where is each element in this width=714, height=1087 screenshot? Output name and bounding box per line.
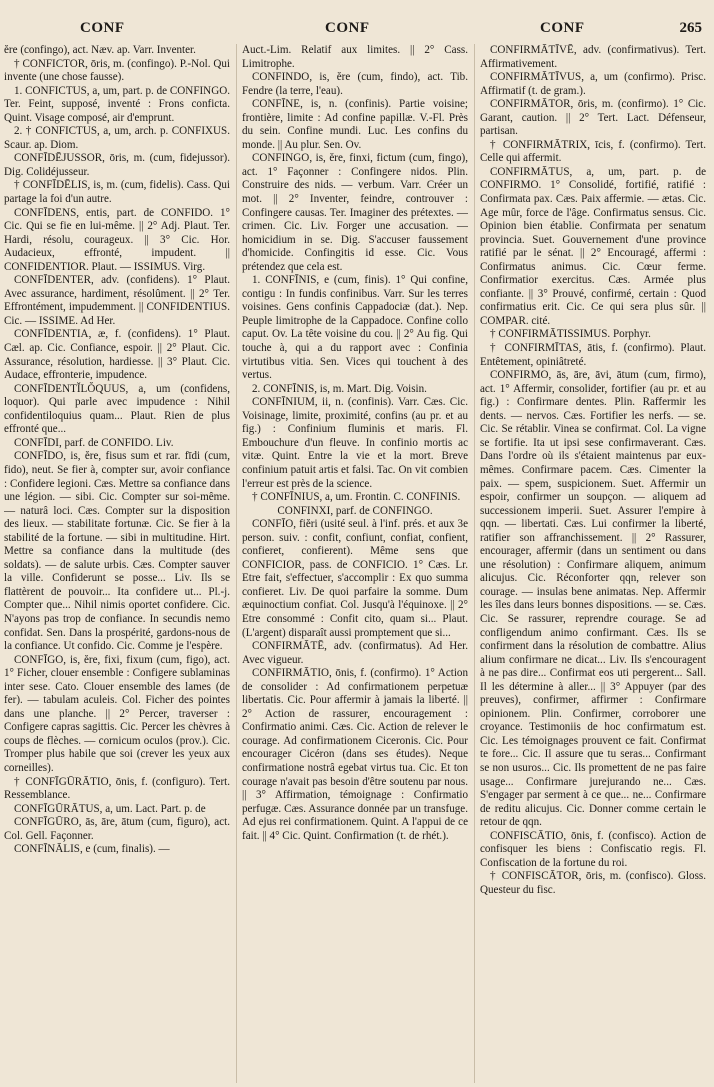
running-head-left: CONF	[80, 20, 125, 36]
dictionary-entry: † CONFĪNIUS, a, um. Frontin. C. CONFINIS.	[252, 491, 461, 504]
dictionary-entry: CONFIRMĀTOR, ōris, m. (confirmo). 1° Cic. Garant, caution. || 2° Tert. Lact. Défenseur, partisan.	[480, 98, 706, 138]
running-head-center: CONF	[325, 20, 370, 36]
dictionary-entry: CONFIRMO, ās, āre, āvi, ātum (cum, firmo), act. 1° Affermir, consolider, fortifier (au pr. et au fig.) : Confirmare dentes. Plin. Raffermir les dents. — nervos. Cæs. Fortifier les nerfs. — se. Cic. Se rétablir. Vinea se confirmat. Col. La vigne se fortifie. Ita ut ipsi sese confirmaverant. Cæs. Dans l'ordre où ils s'étaient maintenus par eux-mêmes. Confirmare pacem. Cæs. Cimenter la paix. — spem, suspicionem. Suet. Affermir un espoir, confirmer un soupçon. — aliquem ad successionem imperii. Suet. Assurer l'empire à qqn. — libertati. Cæs. Lui confirmer la liberté, ratifier son affranchissement. || 2° Rassurer, encourager, affermir (dans un sentiment ou dans une résolution) : Confirmare aliquem, animum alicujus. Cic. Réconforter qqn, relever son courage. — insulas bene animatas. Nep. Affermir les îles dans leurs bonnes dispositions. — se. Cæs. Cic. Se rassurer, reprendre courage. Se ad confligendum animo confirmant. Cæs. Ils se confirment dans la résolution de combattre. Alius alium confirmare ne dicat... Liv. Ils s'encouragent à ne pas dire... Confirmat eos uti pergerent... Sall. Il les détermine à aller... || 3° Appuyer (par des preuves), confirmer, affirmer : Confirmare opinionem. Plin. Confirmer, corroborer une croyance. Testimoniis de hoc confirmatum est. Cic. Les témoignages prouvent ce fait. Confirmat te fore... Cic. Il assure que tu seras... Confirmant se non usuros... Cic. Ils promettent de ne pas faire usage... Confirmare jurejurando ne... Cæs. S'engager par serment à ce que... ne... Confirmare de reditu alicujus. Cic. Donner comme certain le retour de qqn.	[480, 369, 706, 829]
dictionary-entry: † CONFIRMĪTAS, ātis, f. (confirmo). Plaut. Entêtement, opiniâtreté.	[480, 342, 706, 368]
dictionary-entry: CONFĪDĒJUSSOR, ōris, m. (cum, fidejussor). Dig. Colidéjusseur.	[4, 152, 230, 178]
dictionary-entry: 2. CONFĪNIS, is, m. Mart. Dig. Voisin.	[252, 382, 427, 395]
dictionary-entry: CONFĪGŪRO, ās, āre, ātum (cum, figuro), act. Col. Gell. Façonner.	[4, 816, 230, 842]
dictionary-entry: CONFINDO, is, ĕre (cum, findo), act. Tib. Fendre (la terre, l'eau).	[242, 71, 468, 97]
page-header	[4, 0, 706, 44]
dictionary-entry: 1. CONFICTUS, a, um, part. p. de CONFINGO. Ter. Feint, supposé, inventé : Frons conficta. Quint. Visage composé, air d'emprunt.	[4, 84, 230, 124]
dictionary-entry: CONFINXI, parf. de CONFINGO.	[277, 504, 433, 517]
dictionary-entry: † CONFIRMĀTRIX, īcis, f. (confirmo). Tert. Celle qui affermit.	[480, 138, 706, 165]
dictionary-entry: † CONFICTOR, ōris, m. (confingo). P.-Nol. Qui invente (une chose fausse).	[4, 57, 230, 84]
text-columns	[4, 44, 706, 1083]
dictionary-entry: CONFĪO, fiĕri (usité seul. à l'inf. prés. et aux 3e person. suiv. : confit, confiunt, confiat, confient, confieret, confierent). Même sens que CONFICIOR, pass. de CONFICIO. 1° Cæs. Lr. Etre fait, s'effectuer, s'accomplir : Ex quo summa confieret. Liv. De quoi parfaire la somme. Dum æquinoctium confiat. Col. Jusqu'à l'équinoxe. || 2° Etre consommé : Confit cito, quam si... Plaut. (L'argent) disparaît aussi promptement que si...	[242, 518, 468, 639]
dictionary-entry: ĕre (confingo), act. Næv. ap. Varr. Inventer.	[4, 44, 196, 56]
column-3	[474, 44, 706, 1083]
dictionary-entry: CONFĪDENS, entis, part. de CONFIDO. 1° Cic. Qui se fie en lui-même. || 2° Adj. Plaut. Ter. Hardi, résolu, courageux. || 3° Cic. Hor. Audacieux, effronté, impudent. || CONFIDENTIOR. Plaut. — ISSIMUS. Virg.	[4, 206, 230, 273]
dictionary-entry: CONFĪNE, is, n. (confinis). Partie voisine; frontière, limite : Ad confine papillæ. V.-Fl. Près du sein. Confine mundi. Luc. Les confins du monde. || Au plur. Sen. Ov.	[242, 98, 468, 151]
dictionary-entry: † CONFĪGŪRĀTIO, ōnis, f. (configuro). Tert. Ressemblance.	[4, 775, 230, 802]
dictionary-entry: CONFĪDI, parf. de CONFIDO. Liv.	[14, 436, 174, 449]
dictionary-entry: CONFĪGO, is, ĕre, fixi, fixum (cum, figo), act. 1° Ficher, clouer ensemble : Configere sublaminas inter sese. Cato. Clouer ensemble des lames (de fer). — tabulam aculeis. Col. Ficher des pointes dans une planche. || 2° Percer, traverser : Configere capras sagittis. Cic. Percer les chèvres à coups de flèches. — cornicum oculos (prov.). Cic. Tromper plus habile que soi (crever les yeux aux corneilles).	[4, 653, 230, 774]
dictionary-entry: † CONFĪDĒLIS, is, m. (cum, fidelis). Cass. Qui partage la foi d'un autre.	[4, 179, 230, 206]
dictionary-entry: † CONFIRMĀTISSIMUS. Porphyr.	[490, 328, 651, 341]
dictionary-entry: † CONFISCĀTOR, ōris, m. (confisco). Gloss. Questeur du fisc.	[480, 870, 706, 896]
dictionary-entry: CONFIRMĀTĪVĒ, adv. (confirmativus). Tert. Affirmativement.	[480, 44, 706, 70]
page-number: 265	[679, 20, 702, 36]
dictionary-entry: CONFĪGŪRĀTUS, a, um. Lact. Part. p. de	[14, 802, 206, 815]
dictionary-entry: CONFĪDO, is, ĕre, fisus sum et rar. fīdi (cum, fido), neut. Se fier à, compter sur, avoir confiance : Confidere legioni. Cæs. Mettre sa confiance dans une légion. — sibi. Cic. Compter sur soi-même. — naturâ loci. Cæs. Compter sur la disposition des lieux. — stabilitate fortunæ. Cic. Se fier à la stabilité de la fortune. — sibi in multitudine. Hirt. Mettre sa confiance dans la multitude (des soldats). — de salute urbis. Cæs. Compter sauver la ville. Confiderunt se posse... Liv. Ils se flattèrent de pouvoir... Ita confidere ut... Pl.-j. Compter que... Nihil nimis oportet confidere. Cic. N'ayons pas trop de confiance. In secundis nemo confidat. Sen. Dans la prospérité, gardons-nous de la confiance. Ut confido. Cic. Comme je l'espère.	[4, 450, 230, 653]
dictionary-entry: CONFĪDENTER, adv. (confidens). 1° Plaut. Avec assurance, hardiment, résolûment. || 2° Ter. Effrontément, impudemment. || CONFIDENTIUS. Cic. — ISSIME. Ad Her.	[4, 274, 230, 327]
dictionary-entry: CONFĪNIUM, ii, n. (confinis). Varr. Cæs. Cic. Voisinage, limite, proximité, confins (au pr. et au fig.) : Confinium fluminis et maris. Fl. Embouchure d'un fleuve. In confinio mortis ac vitæ. Quint. Entre la vie et la mort. Breve confinium patuit artis et falsi. Tac. On vit combien l'erreur est près de la science.	[242, 396, 468, 490]
dictionary-entry: 1. CONFĪNIS, e (cum, finis). 1° Qui confine, contigu : In fundis confinibus. Varr. Sur les terres voisines. Gens confinis Cappadociæ (dat.). Nep. Peuple limitrophe de la Cappadoce. Confine collo caput. Ov. La tête voisine du cou. || 2° Au fig. Qui touche à, qui a du rapport avec : Confinia virtutibus vitia. Sen. Vices qui touchent à des vertus.	[242, 274, 468, 382]
dictionary-entry: Auct.-Lim. Relatif aux limites. || 2° Cass. Limitrophe.	[242, 44, 468, 70]
dictionary-entry: CONFĪDENTĬLŎQUUS, a, um (confidens, loquor). Qui parle avec impudence : Nihil confidentiloquius quam... Plaut. Rien de plus effronté que...	[4, 382, 230, 436]
dictionary-entry: 2. † CONFICTUS, a, um, arch. p. CONFIXUS. Scaur. ap. Diom.	[4, 125, 230, 151]
dictionary-entry: CONFIRMĀTIO, ōnis, f. (confirmo). 1° Action de consolider : Ad confirmationem perpetuæ libertatis. Cic. Pour affermir à jamais la liberté. || 2° Action de rassurer, encouragement : Confirmatio animi. Cæs. Cic. Action de relever le courage. Ad confirmationem Ciceronis. Cic. Pour encourager Cicéron (dans ses études). Neque confirmatione nostrâ egebat virtus tua. Cic. Et ton courage n'avait pas besoin d'être soutenu par nous. || 3° Affirmation, témoignage : Confirmatio perfugæ. Cæs. Assurance donnée par un transfuge. Ad ejus rei confirmationem. Quint. A l'appui de ce fait. || 4° Cic. Quint. Confirmation (t. de rhét.).	[242, 667, 468, 842]
dictionary-entry: CONFISCĀTIO, ōnis, f. (confisco). Action de confisquer les biens : Confiscatio regis. Fl. Confiscation de la fortune du roi.	[480, 829, 706, 869]
dictionary-entry: CONFĪNĀLIS, e (cum, finalis). —	[14, 843, 170, 856]
dictionary-entry: CONFINGO, is, ĕre, finxi, fictum (cum, fingo), act. 1° Façonner : Confingere nidos. Plin. Construire des nids. — verbum. Varr. Créer un mot. || 2° Inventer, feindre, controuver : Confingere causas. Ter. Imaginer des prétextes. — crimen. Cic. Liv. Forger une accusation. — homicidium in se. Dig. S'accuser faussement d'homicide. Confingitis id esse. Cic. Vous prétendez que cela est.	[242, 152, 468, 273]
dictionary-entry: CONFĪDENTIA, æ, f. (confidens). 1° Plaut. Cæl. ap. Cic. Confiance, espoir. || 2° Plaut. Cic. Assurance, résolution, hardiesse. || 3° Plaut. Cic. Audace, effronterie, impudence.	[4, 328, 230, 382]
dictionary-entry: CONFIRMĀTĪVUS, a, um (confirmo). Prisc. Affirmatif (t. de gram.).	[480, 71, 706, 97]
column-1	[4, 44, 230, 1083]
dictionary-entry: CONFIRMĀTĒ, adv. (confirmatus). Ad Her. Avec vigueur.	[242, 640, 468, 666]
dictionary-entry: CONFIRMĀTUS, a, um, part. p. de CONFIRMO. 1° Consolidé, fortifié, ratifié : Confirmata pax. Cæs. Paix affermie. — ætas. Cic. Age mûr, force de l'âge. Confirmatus sensus. Cic. Opinion bien établie. Confirmata per senatum provincia. Suet. Gouvernement d'une province ratifié par le sénat. || 2° Encouragé, affermi : Confirmatus animus. Cic. Cœur ferme. Confirmatior exercitus. Cæs. Armée plus confiante. || 3° Prouvé, confirmé, certain : Quod confirmatius erit. Cic. Ce qui sera plus sûr. || COMPAR. cité.	[480, 165, 706, 327]
running-head-right: CONF	[540, 20, 585, 36]
column-2	[236, 44, 468, 1083]
